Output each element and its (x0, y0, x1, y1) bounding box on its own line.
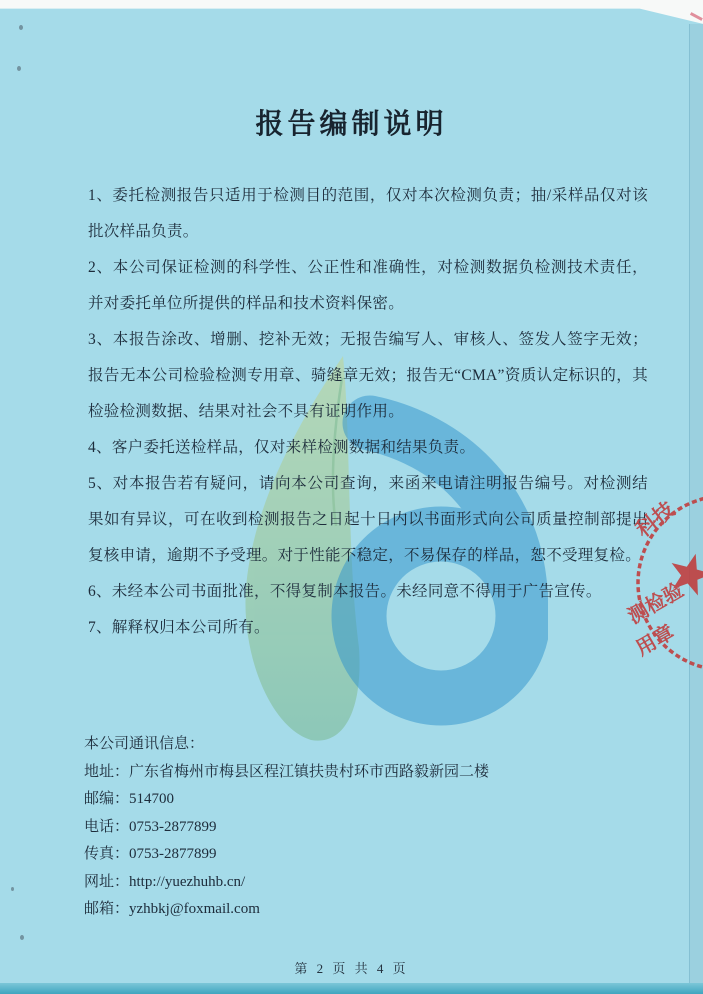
staple-hole (20, 935, 24, 940)
note-1: 1、委托检测报告只适用于检测目的范围，仅对本次检测负责；抽/采样品仅对该批次样品负责。 (88, 187, 648, 240)
scan-edge-bottom (0, 983, 703, 994)
contact-phone: 电话：0753-2877899 (84, 818, 217, 835)
page-number-footer: 第 2 页 共 4 页 (294, 961, 409, 976)
contact-website: 网址：http://yuezhuhb.cn/ (84, 873, 246, 890)
seal-arc-text: 科技 (631, 497, 680, 542)
seal-text-line1: 测检验 (625, 579, 688, 629)
seal-text-line2: 用章 (632, 621, 679, 661)
contact-heading: 本公司通讯信息： (84, 736, 205, 752)
page-title: 报告编制说明 (255, 108, 448, 139)
note-7: 7、解释权归本公司所有。 (88, 619, 270, 636)
note-5: 5、对本报告若有疑问，请向本公司查询，来函来电请注明报告编号。对检测结果如有异议，可在收到检测报告之日起十日内以书面形式向公司质量控制部提出复核申请，逾期不予受理。对于性能不稳定，不易保存的样品，恕不受理复检。 (88, 475, 648, 564)
note-3: 3、本报告涂改、增删、挖补无效；无报告编写人、审核人、签发人签字无效；报告无本公司检验检测专用章、骑缝章无效；报告无“CMA”资质认定标识的，其检验检测数据、结果对社会不具有证明作用。 (88, 331, 648, 420)
scan-edge-top (0, 0, 703, 26)
contact-email: 邮箱：yzhbkj@foxmail.com (84, 901, 260, 917)
note-6: 6、未经本公司书面批准，不得复制本报告。未经同意不得用于广告宣传。 (88, 583, 602, 600)
staple-hole (11, 887, 14, 891)
staple-hole (17, 66, 21, 71)
contact-fax: 传真：0753-2877899 (84, 846, 217, 862)
company-seal-stamp (625, 478, 703, 693)
contact-postcode: 邮编：514700 (84, 791, 175, 807)
note-4: 4、客户委托送检样品，仅对来样检测数据和结果负责。 (88, 439, 476, 456)
contact-address: 地址：广东省梅州市梅县区程江镇扶贵村环市西路毅新园二楼 (84, 763, 490, 780)
report-notes (88, 178, 648, 646)
company-contact-info (84, 731, 644, 924)
note-2: 2、本公司保证检测的科学性、公正性和准确性，对检测数据负检测技术责任，并对委托单位所提供的样品和技术资料保密。 (88, 259, 648, 312)
staple-hole (19, 25, 23, 30)
